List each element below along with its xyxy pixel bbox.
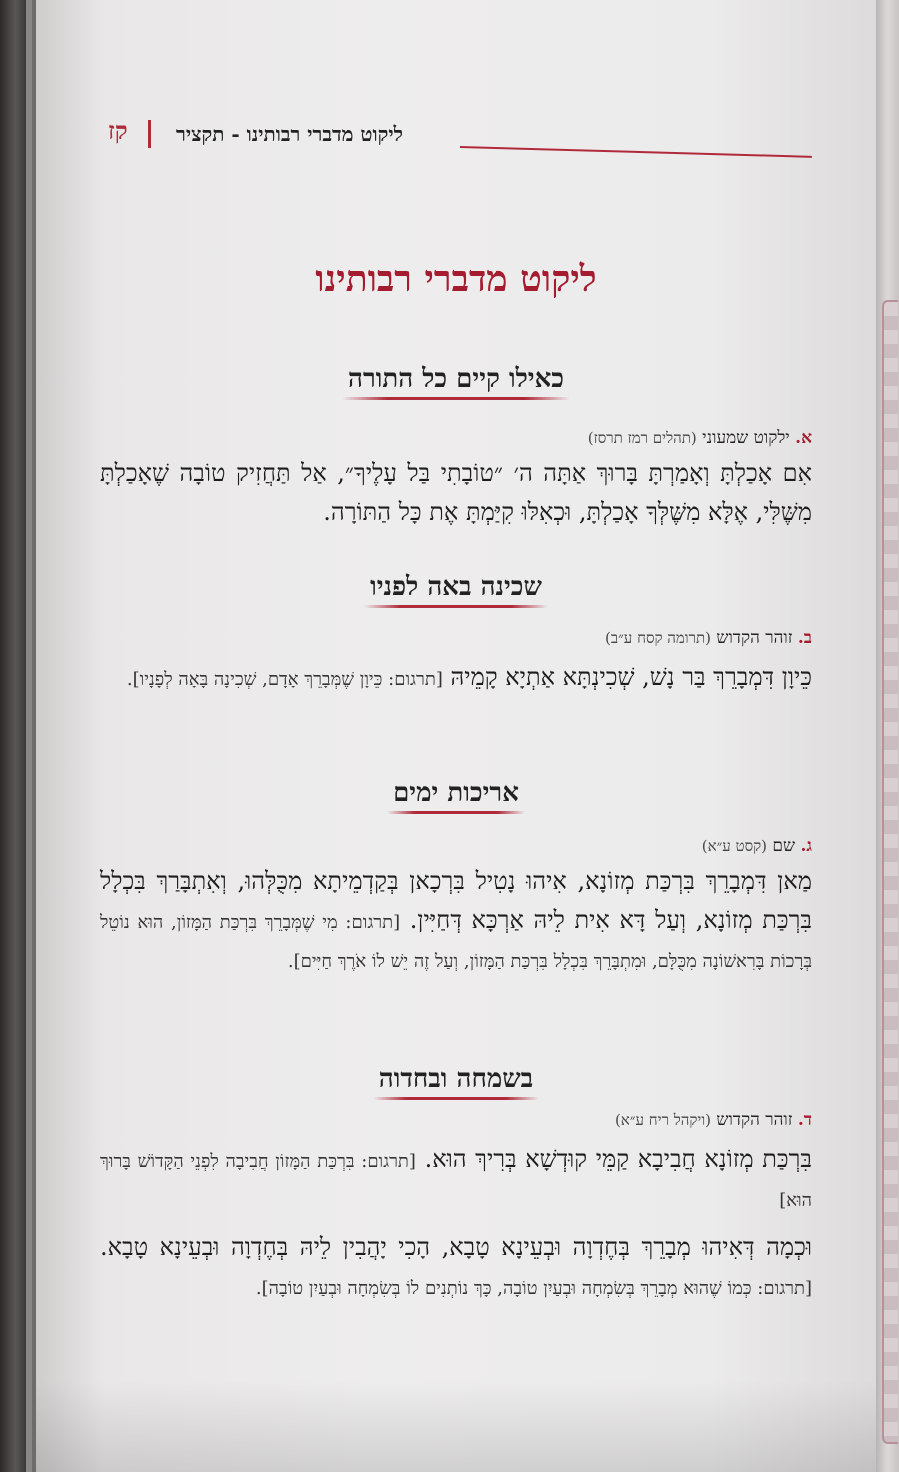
quote-text: כֵּיוָן דִּמְבָרֵךְ בַּר נָשׁ, שְׁכִינְתָּא אַתְיָא קָמֵיהּ <box>450 663 812 691</box>
translation-text: [תרגום: כְּמוֹ שֶׁהוּא מְבָרֵךְ בְּשִׂמְחָה וּבְעַיִן טוֹבָה, כָּךְ נוֹתְנִים לוֹ בְּשִׂמְחָה וּבְעַיִן טוֹבָה]. <box>255 1278 812 1299</box>
section-title <box>100 572 812 608</box>
item-letter: ד. <box>797 1110 812 1130</box>
decorative-border <box>882 300 898 1444</box>
source-ref: (תרומה קסח ע״ב) <box>605 629 711 647</box>
item-letter: ג. <box>800 836 812 856</box>
source-name: זוהר הקדוש <box>716 1110 793 1130</box>
quote-text: מַאן דִּמְבָרֵךְ בִּרְכַּת מְזוֹנָא, אִיהוּ נָטִיל בִּרְכָאן בְּקַדְמֵיתָא מִכֻּלְּהוּ, וְאִתְבָּרַךְ בִּכְלָל בִּרְכַּת מְזוֹנָא, וְעַל דָּא אִית לֵיהּ אַרְכָּא דְּחַיִּין. <box>100 867 812 934</box>
section-title-text: אריכות ימים <box>387 778 525 814</box>
header-separator <box>148 120 151 148</box>
section-title <box>100 778 812 814</box>
source-line <box>100 428 812 448</box>
section-title-text: בשמחה ובחדוה <box>373 1064 539 1100</box>
running-title: ליקוט מדברי רבותינו - תקציר <box>176 122 403 146</box>
quote-block <box>100 862 812 979</box>
item-letter: א. <box>795 428 812 448</box>
page-number: קז <box>108 116 128 145</box>
source-line <box>100 628 812 648</box>
section-title-text: שכינה באה לפניו <box>364 572 548 608</box>
running-header <box>100 116 820 156</box>
source-ref: (תהלים רמז תרסז) <box>587 429 697 447</box>
quote-text: וּכְמָה דְּאִיהוּ מְבָרֵךְ בְּחֶדְוָה וּבְעֵינָא טָבָא, הָכִי יָהֲבִין לֵיהּ בְּחֶדְוָה וּבְעֵינָא טָבָא. <box>100 1233 812 1261</box>
section-title <box>100 364 812 400</box>
source-name: ילקוט שמעוני <box>702 428 790 448</box>
page-title: ליקוט מדברי רבותינו <box>315 258 597 300</box>
source-ref: (קסט ע״א) <box>701 837 767 855</box>
book-spine <box>0 0 26 1472</box>
source-ref: (ויקהל ריח ע״א) <box>614 1111 712 1129</box>
quote-block <box>100 1228 812 1306</box>
quote-block <box>100 1140 812 1218</box>
section-title-text: כאילו קיים כל התורה <box>342 364 570 400</box>
translation-text: [תרגום: בִּרְכַּת הַמָּזוֹן חֲבִיבָה לִפְנֵי הַקָּדוֹשׁ בָּרוּךְ הוּא] <box>100 1151 812 1211</box>
quote-block <box>100 658 812 697</box>
page-shadow <box>36 1380 876 1472</box>
translation-text: [תרגום: כֵּיוָן שֶׁמְּבָרֵךְ אָדָם, שְׁכִינָה בָּאָה לְפָנָיו]. <box>126 669 443 690</box>
item-letter: ב. <box>797 628 812 648</box>
source-line <box>100 836 812 856</box>
source-name: זוהר הקדוש <box>716 628 793 648</box>
section-title <box>100 1064 812 1100</box>
translation-text: [תרגום: מִי שֶׁמְּבָרֵךְ בִּרְכַּת הַמָּזוֹן, הוּא נוֹטֵל בְּרָכוֹת בָּרִאשׁוֹנָה מִכֻּלָּם, וּמִתְבָּרֵךְ בִּכְלָל בִּרְכַּת הַמָּזוֹן, וְעַל זֶה יֵשׁ לוֹ אֹרֶךְ חַיִּים]. <box>100 912 812 972</box>
quote-text: אִם אָכַלְתָּ וְאָמַרְתָּ בָּרוּךְ אַתָּה ה׳ ״טוֹבָתִי בַּל עָלֶיךָ״, אַל תַּחֲזִיק טוֹבָה שֶׁאָכַלְתָּ מִשֶּׁלִּי, אֶלָּא מִשֶּׁלְּךָ אָכַלְתָּ, וּכְאִלּוּ קִיַּמְתָּ אֶת כָּל הַתּוֹרָה. <box>100 459 812 526</box>
source-line <box>100 1110 812 1130</box>
source-name: שם <box>772 836 796 856</box>
quote-text: בִּרְכַּת מְזוֹנָא חֲבִיבָא קַמֵּי קוּדְשָׁא בְּרִיךְ הוּא. <box>424 1145 812 1173</box>
